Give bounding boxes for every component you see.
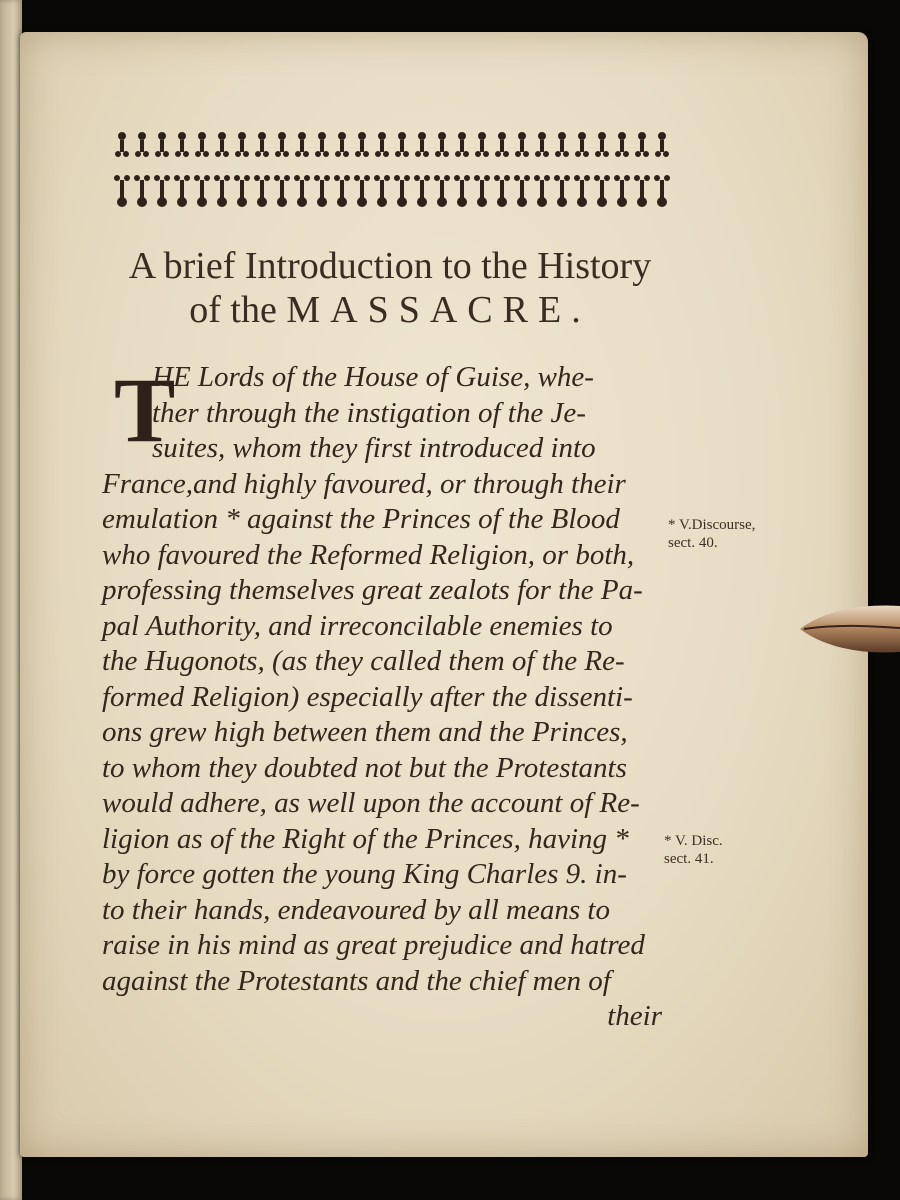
heading-line-2-caps: MASSACRE. — [286, 289, 591, 331]
marginal-note-line: * V. Disc. — [664, 833, 723, 849]
text-line: pal Authority, and irreconcilable enemies to — [102, 609, 613, 642]
heading-line-2-prefix: of the — [189, 289, 277, 331]
heading-line-1: A brief Introduction to the History — [128, 245, 652, 287]
catchword: their — [607, 1000, 662, 1032]
text-line: raise in his mind as great prejudice and hatred — [102, 929, 645, 961]
drop-cap: T — [114, 359, 176, 461]
text-line: the Hugonots, (as they called them of the Re- — [102, 645, 625, 677]
text-line: France,and highly favoured, or through their — [102, 467, 626, 500]
text-line: suites, whom they first introduced into — [152, 432, 596, 464]
marginal-note-line: sect. 40. — [668, 535, 718, 551]
text-line: professing themselves great zealots for the Pa- — [102, 574, 643, 606]
text-line: HE Lords of the House of Guise, whe- — [152, 361, 594, 393]
text-line: to their hands, endeavoured by all means to — [102, 893, 610, 926]
text-line: would adhere, as well upon the account of Re- — [102, 787, 640, 819]
text-line: to whom they doubted not but the Protestants — [102, 751, 627, 784]
text-line: ther through the instigation of the Je- — [152, 396, 586, 429]
heading-line-2 — [110, 288, 670, 332]
marginal-note — [668, 516, 755, 552]
text-line: ligion as of the Right of the Princes, having * — [102, 822, 629, 855]
marginal-note-line: * V.Discourse, — [668, 517, 756, 533]
ornamental-border — [112, 122, 672, 214]
text-line: who favoured the Reformed Religion, or both, — [102, 538, 635, 571]
marginal-note — [664, 832, 723, 868]
chapter-heading — [110, 244, 670, 332]
text-line: emulation * against the Princes of the Blood — [102, 503, 620, 535]
text-line: ons grew high between them and the Princes, — [102, 716, 628, 748]
marginal-note-line: sect. 41. — [664, 851, 714, 867]
body-text — [102, 360, 662, 1035]
text-line: by force gotten the young King Charles 9. in- — [102, 858, 627, 890]
adjacent-page-edge — [0, 0, 22, 1200]
text-line: formed Religion) especially after the dissenti- — [102, 680, 633, 713]
pointer-pen-icon — [798, 600, 900, 658]
text-line: against the Protestants and the chief men of — [102, 964, 611, 997]
